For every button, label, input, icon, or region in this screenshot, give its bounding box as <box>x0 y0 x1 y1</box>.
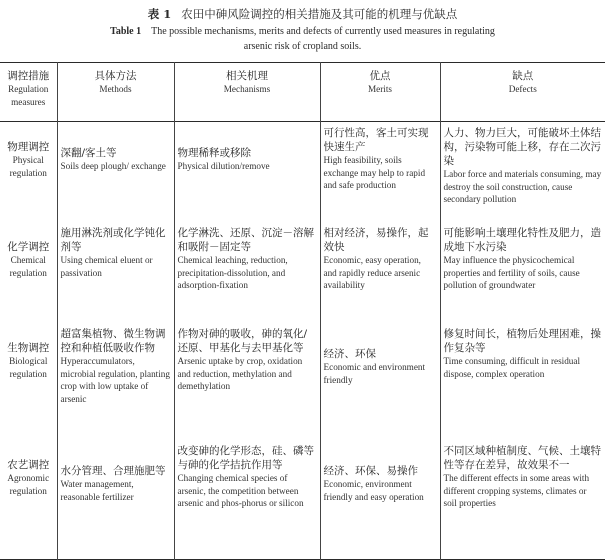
table-caption-cn <box>0 6 605 22</box>
cell-methods: 深翻/客土等 Soils deep plough/ exchange <box>57 122 174 223</box>
cell-methods: 施用淋洗剂或化学钝化剂等 Using chemical eluent or passivation <box>57 222 174 323</box>
cell-defects: 不同区域种植制度、气候、土壤特性等存在差异，故效果不一 The different effects in some areas with different cropping systems, climates or soil properties <box>440 440 605 560</box>
table-number-cn: 表 1 <box>147 7 172 21</box>
table-title-cn: 农田中砷风险调控的相关措施及其可能的机理与优缺点 <box>181 7 458 21</box>
table-caption-en <box>0 24 605 54</box>
table-number-en: Table 1 <box>110 26 142 37</box>
cell-mechanisms: 作物对砷的吸收，砷的氧化/还原、甲基化与去甲基化等 Arsenic uptake by crop, oxidation and reduction, methylation and demethylation <box>174 323 320 440</box>
cell-merits: 相对经济，易操作，起效快 Economic, easy operation, and rapidly reduce arsenic availability <box>320 222 440 323</box>
cell-merits: 经济、环保、易操作 Economic, environment friendly and easy operation <box>320 440 440 560</box>
header-mechanisms: 相关机理 Mechanisms <box>174 63 320 122</box>
header-defects: 缺点 Defects <box>440 63 605 122</box>
table-row-physical <box>0 122 605 223</box>
table-title-en-line1: The possible mechanisms, merits and defects of currently used measures in regulating <box>151 26 495 37</box>
cell-merits: 可行性高，客土可实现快速生产 High feasibility, soils exchange may help to rapid and safe production <box>320 122 440 223</box>
cell-measure: 化学调控 Chemical regulation <box>7 241 50 278</box>
cell-mechanisms: 物理稀释或移除 Physical dilution/remove <box>174 122 320 223</box>
cell-methods: 水分管理、合理施肥等 Water management, reasonable fertilizer <box>57 440 174 560</box>
header-methods: 具体方法 Methods <box>57 63 174 122</box>
cell-mechanisms: 化学淋洗、还原、沉淀－溶解和吸附－固定等 Chemical leaching, reduction, precipitation-dissolution, and adsorption-fixation <box>174 222 320 323</box>
cell-defects: 修复时间长，植物后处理困难，操作复杂等 Time consuming, difficult in residual dispose, complex operation <box>440 323 605 440</box>
cell-measure: 生物调控 Biological regulation <box>7 342 50 379</box>
cell-mechanisms: 改变砷的化学形态，硅、磷等与砷的化学拮抗作用等 Changing chemical species of arsenic, the competition between arsenic and phos-phorus or silicon <box>174 440 320 560</box>
cell-merits: 经济、环保 Economic and environment friendly <box>320 323 440 440</box>
cell-defects: 人力、物力巨大，可能破坏土体结构，污染物可能上移，存在二次污染 Labor force and materials consuming, may destroy the soil construction, cause secondary pollution <box>440 122 605 223</box>
table-row-chemical <box>0 222 605 323</box>
table-title-en-line2: arsenic risk of cropland soils. <box>243 41 362 52</box>
header-regulation-measures: 调控措施 Regulation measures <box>7 70 50 107</box>
header-merits: 优点 Merits <box>320 63 440 122</box>
cell-defects: 可能影响土壤理化特性及肥力，造成地下水污染 May influence the physicochemical properties and fertility of soils, cause pollution of groundwater <box>440 222 605 323</box>
measures-table <box>0 62 605 560</box>
table-row-biological <box>0 323 605 440</box>
cell-measure: 物理调控 Physical regulation <box>7 141 50 178</box>
cell-measure: 农艺调控 Agronomic regulation <box>7 459 50 496</box>
cell-methods: 超富集植物、微生物调控和种植低吸收作物 Hyperaccumulators, microbial regulation, planting crop with low uptake of arsenic <box>57 323 174 440</box>
table-row-agronomic <box>0 440 605 560</box>
table-header-row <box>0 63 605 122</box>
